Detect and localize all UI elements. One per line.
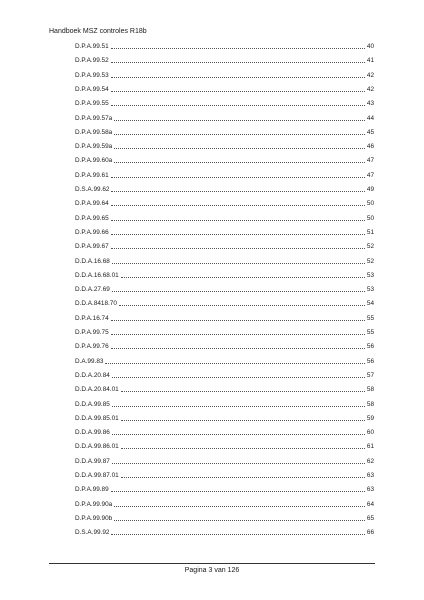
toc-dot-leader bbox=[111, 48, 365, 49]
toc-entry-label: D.D.A.99.85 bbox=[75, 400, 110, 408]
toc-entry[interactable] bbox=[75, 199, 374, 208]
toc-entry[interactable] bbox=[75, 142, 374, 151]
toc-dot-leader bbox=[111, 77, 365, 78]
toc-entry[interactable] bbox=[75, 42, 374, 51]
toc-dot-leader bbox=[121, 391, 365, 392]
toc-entry-page-number: 46 bbox=[366, 143, 374, 151]
toc-entry[interactable] bbox=[75, 185, 374, 194]
toc-dot-leader bbox=[112, 463, 365, 464]
toc-entry-page-number: 59 bbox=[366, 414, 374, 422]
toc-entry[interactable] bbox=[75, 228, 374, 237]
toc-entry-label: D.A.99.83 bbox=[75, 357, 104, 365]
toc-entry-page-number: 53 bbox=[366, 271, 374, 279]
toc-dot-leader bbox=[114, 506, 365, 507]
toc-dot-leader bbox=[111, 534, 364, 535]
toc-entry-page-number: 63 bbox=[366, 486, 374, 494]
toc-dot-leader bbox=[114, 134, 365, 135]
toc-dot-leader bbox=[121, 477, 365, 478]
toc-entry-page-number: 56 bbox=[366, 343, 374, 351]
toc-entry[interactable] bbox=[75, 514, 374, 523]
toc-entry-page-number: 47 bbox=[366, 157, 374, 165]
toc-entry[interactable] bbox=[75, 271, 374, 280]
toc-dot-leader bbox=[114, 148, 365, 149]
toc-entry-page-number: 55 bbox=[366, 314, 374, 322]
toc-dot-leader bbox=[112, 263, 365, 264]
toc-entry-label: D.D.A.16.68 bbox=[75, 257, 110, 265]
toc-entry[interactable] bbox=[75, 385, 374, 394]
toc-entry-page-number: 53 bbox=[366, 286, 374, 294]
toc-entry[interactable] bbox=[75, 442, 374, 451]
toc-entry-page-number: 41 bbox=[366, 57, 374, 65]
toc-entry-label: D.P.A.16.74 bbox=[75, 314, 109, 322]
toc-entry-page-number: 60 bbox=[366, 429, 374, 437]
toc-entry-page-number: 43 bbox=[366, 100, 374, 108]
toc-dot-leader bbox=[111, 234, 365, 235]
toc-entry[interactable] bbox=[75, 156, 374, 165]
toc-entry-label: D.P.A.99.76 bbox=[75, 343, 109, 351]
toc-entry[interactable] bbox=[75, 214, 374, 223]
toc-entry-page-number: 65 bbox=[366, 514, 374, 522]
toc-entry-label: D.P.A.99.53 bbox=[75, 71, 109, 79]
toc-entry[interactable] bbox=[75, 500, 374, 509]
toc-entry-page-number: 52 bbox=[366, 257, 374, 265]
toc-entry-label: D.P.A.99.61 bbox=[75, 171, 109, 179]
toc-entry[interactable] bbox=[75, 56, 374, 65]
toc-entry-page-number: 50 bbox=[366, 200, 374, 208]
toc-entry-page-number: 51 bbox=[366, 228, 374, 236]
toc-dot-leader bbox=[111, 320, 365, 321]
toc-dot-leader bbox=[111, 348, 365, 349]
toc-entry[interactable] bbox=[75, 85, 374, 94]
toc-entry-label: D.D.A.8418.70 bbox=[75, 300, 117, 308]
toc-dot-leader bbox=[105, 363, 364, 364]
toc-dot-leader bbox=[112, 291, 365, 292]
toc-entry-page-number: 54 bbox=[366, 300, 374, 308]
toc-entry-label: D.D.A.20.84 bbox=[75, 371, 110, 379]
toc-entry[interactable] bbox=[75, 471, 374, 480]
toc-entry-label: D.P.A.99.65 bbox=[75, 214, 109, 222]
toc-entry[interactable] bbox=[75, 457, 374, 466]
toc-dot-leader bbox=[111, 191, 364, 192]
toc-entry-label: D.P.A.99.59a bbox=[75, 143, 113, 151]
toc-dot-leader bbox=[114, 520, 365, 521]
toc-entry[interactable] bbox=[75, 71, 374, 80]
toc-entry-page-number: 55 bbox=[366, 329, 374, 336]
toc-dot-leader bbox=[111, 220, 365, 221]
toc-dot-leader bbox=[112, 406, 365, 407]
toc-entry-label: D.P.A.99.55 bbox=[75, 100, 109, 108]
toc-dot-leader bbox=[114, 120, 365, 121]
toc-entry-label: D.D.A.99.86.01 bbox=[75, 443, 119, 451]
toc-entry-label: D.D.A.99.87 bbox=[75, 457, 110, 465]
toc-entry-page-number: 57 bbox=[366, 371, 374, 379]
toc-entry[interactable] bbox=[75, 171, 374, 180]
toc-entry-page-number: 45 bbox=[366, 128, 374, 136]
toc-dot-leader bbox=[121, 277, 365, 278]
toc-dot-leader bbox=[119, 305, 365, 306]
toc-entry[interactable] bbox=[75, 428, 374, 437]
toc-entry-label: D.P.A.99.51 bbox=[75, 43, 109, 50]
toc-dot-leader bbox=[121, 448, 365, 449]
toc-entry-label: D.P.A.99.75 bbox=[75, 329, 109, 336]
toc-entry-page-number: 64 bbox=[366, 500, 374, 508]
toc-entry[interactable] bbox=[75, 328, 374, 337]
toc-entry-label: D.P.A.99.66 bbox=[75, 228, 109, 236]
toc-dot-leader bbox=[112, 434, 365, 435]
toc-dot-leader bbox=[111, 205, 365, 206]
toc-entry[interactable] bbox=[75, 314, 374, 323]
toc-entry-page-number: 58 bbox=[366, 400, 374, 408]
toc-entry-label: D.P.A.99.90a bbox=[75, 500, 113, 508]
toc-entry-page-number: 47 bbox=[366, 171, 374, 179]
toc-entry-label: D.D.A.16.68.01 bbox=[75, 271, 119, 279]
toc-entry-page-number: 49 bbox=[366, 186, 374, 193]
toc-entry[interactable] bbox=[75, 400, 374, 409]
toc-entry-label: D.P.A.99.52 bbox=[75, 57, 109, 65]
toc-entry[interactable] bbox=[75, 114, 374, 123]
toc-dot-leader bbox=[111, 91, 365, 92]
toc-entry-label: D.P.A.99.67 bbox=[75, 243, 109, 251]
toc-entry-page-number: 50 bbox=[366, 214, 374, 222]
toc-dot-leader bbox=[121, 420, 365, 421]
toc-entry-label: D.D.A.99.86 bbox=[75, 429, 110, 437]
toc-entry-label: D.S.A.99.92 bbox=[75, 529, 110, 537]
toc-entry[interactable] bbox=[75, 257, 374, 266]
toc-dot-leader bbox=[111, 177, 365, 178]
toc-dot-leader bbox=[112, 377, 365, 378]
toc-dot-leader bbox=[111, 491, 365, 492]
toc-entry[interactable] bbox=[75, 528, 374, 537]
toc-entry-page-number: 42 bbox=[366, 85, 374, 93]
toc-entry-page-number: 44 bbox=[366, 114, 374, 122]
toc-dot-leader bbox=[111, 62, 365, 63]
toc-entry-page-number: 52 bbox=[366, 243, 374, 251]
toc-entry-page-number: 42 bbox=[366, 71, 374, 79]
toc-entry-label: D.P.A.99.90b bbox=[75, 514, 113, 522]
toc-entry[interactable] bbox=[75, 242, 374, 251]
toc-entry-label: D.P.A.99.58a bbox=[75, 128, 113, 136]
toc-entry-label: D.D.A.99.87.01 bbox=[75, 472, 119, 479]
toc-dot-leader bbox=[111, 248, 365, 249]
toc-entry-label: D.P.A.99.89 bbox=[75, 486, 109, 494]
page-header-title: Handboek MSZ controles R18b bbox=[49, 28, 147, 35]
toc-entry-label: D.P.A.99.57a bbox=[75, 114, 113, 122]
page-number: Pagina 3 van 126 bbox=[184, 567, 240, 574]
toc-entry-label: D.S.A.99.62 bbox=[75, 186, 110, 193]
toc-entry[interactable] bbox=[75, 285, 374, 294]
toc-dot-leader bbox=[111, 334, 365, 335]
toc-entry[interactable] bbox=[75, 357, 374, 366]
toc-entry-page-number: 40 bbox=[366, 43, 374, 50]
toc-entry-label: D.D.A.99.85.01 bbox=[75, 414, 119, 422]
toc-dot-leader bbox=[111, 105, 365, 106]
toc-entry-page-number: 58 bbox=[366, 386, 374, 394]
toc-entry[interactable] bbox=[75, 414, 374, 423]
toc-entry[interactable] bbox=[75, 299, 374, 308]
toc-entry-label: D.P.A.99.64 bbox=[75, 200, 109, 208]
toc-entry-page-number: 63 bbox=[366, 472, 374, 479]
toc-entry-page-number: 66 bbox=[366, 529, 374, 537]
toc-entry-page-number: 61 bbox=[366, 443, 374, 451]
toc-entry-label: D.D.A.27.69 bbox=[75, 286, 110, 294]
toc-entry-label: D.D.A.20.84.01 bbox=[75, 386, 119, 394]
footer-divider bbox=[49, 563, 375, 564]
toc-entry-page-number: 62 bbox=[366, 457, 374, 465]
toc-entry[interactable] bbox=[75, 485, 374, 494]
toc-entry[interactable] bbox=[75, 371, 374, 380]
toc-entry[interactable] bbox=[75, 128, 374, 137]
toc-entry-page-number: 56 bbox=[366, 357, 374, 365]
toc-dot-leader bbox=[114, 162, 365, 163]
toc-entry[interactable] bbox=[75, 99, 374, 108]
toc-entry[interactable] bbox=[75, 342, 374, 351]
toc-entry-label: D.P.A.99.54 bbox=[75, 85, 109, 93]
toc-entry-label: D.P.A.99.60a bbox=[75, 157, 113, 165]
